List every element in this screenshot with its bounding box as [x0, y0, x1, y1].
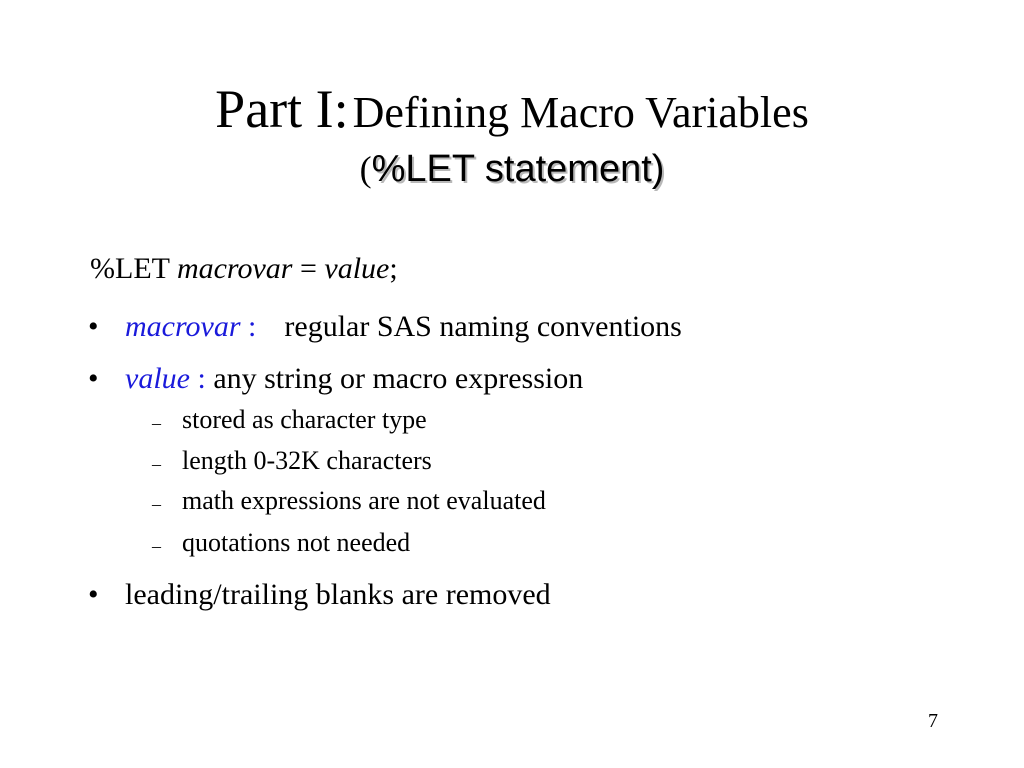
bullet-2 [125, 364, 583, 394]
bullet-3: leading/trailing blanks are removed [125, 578, 551, 611]
bullet-2-desc: any string or macro expression [205, 362, 584, 395]
sub-bullet-4-dash: – [152, 536, 161, 556]
sub-bullet-3-dash: – [152, 494, 161, 514]
slide-subtitle [0, 148, 1024, 191]
subtitle-statement: %LET statement) [371, 148, 665, 190]
sub-bullet-1: stored as character type [182, 405, 427, 434]
slide-title [0, 78, 1024, 140]
sub-bullet-2: length 0-32K characters [182, 446, 432, 475]
bullet-1-desc: regular SAS naming conventions [284, 310, 682, 343]
bullet-1 [125, 312, 682, 342]
title-main: Defining Macro Variables [352, 88, 809, 137]
sub-bullet-4: quotations not needed [182, 528, 411, 557]
syntax-line [90, 254, 398, 284]
syntax-value: value [324, 252, 390, 285]
bullet-1-colon: : [240, 310, 257, 343]
page-number: 7 [928, 710, 938, 732]
syntax-semicolon: ; [389, 252, 398, 285]
title-part: Part I: [215, 79, 349, 139]
sub-bullet-1-dash: – [152, 413, 161, 433]
bullet-2-glyph: • [88, 362, 99, 395]
bullet-1-glyph: • [88, 310, 99, 343]
bullet-3-glyph: • [88, 578, 99, 611]
bullet-1-term: macrovar [125, 310, 241, 343]
syntax-var: macrovar [176, 252, 293, 285]
bullet-2-colon: : [189, 362, 206, 395]
subtitle-open-paren: ( [359, 149, 372, 189]
syntax-equals: = [292, 252, 325, 285]
syntax-keyword: %LET [90, 252, 177, 285]
sub-bullet-2-dash: – [152, 454, 161, 474]
sub-bullet-3: math expressions are not evaluated [182, 486, 546, 515]
bullet-2-term: value [125, 362, 190, 395]
